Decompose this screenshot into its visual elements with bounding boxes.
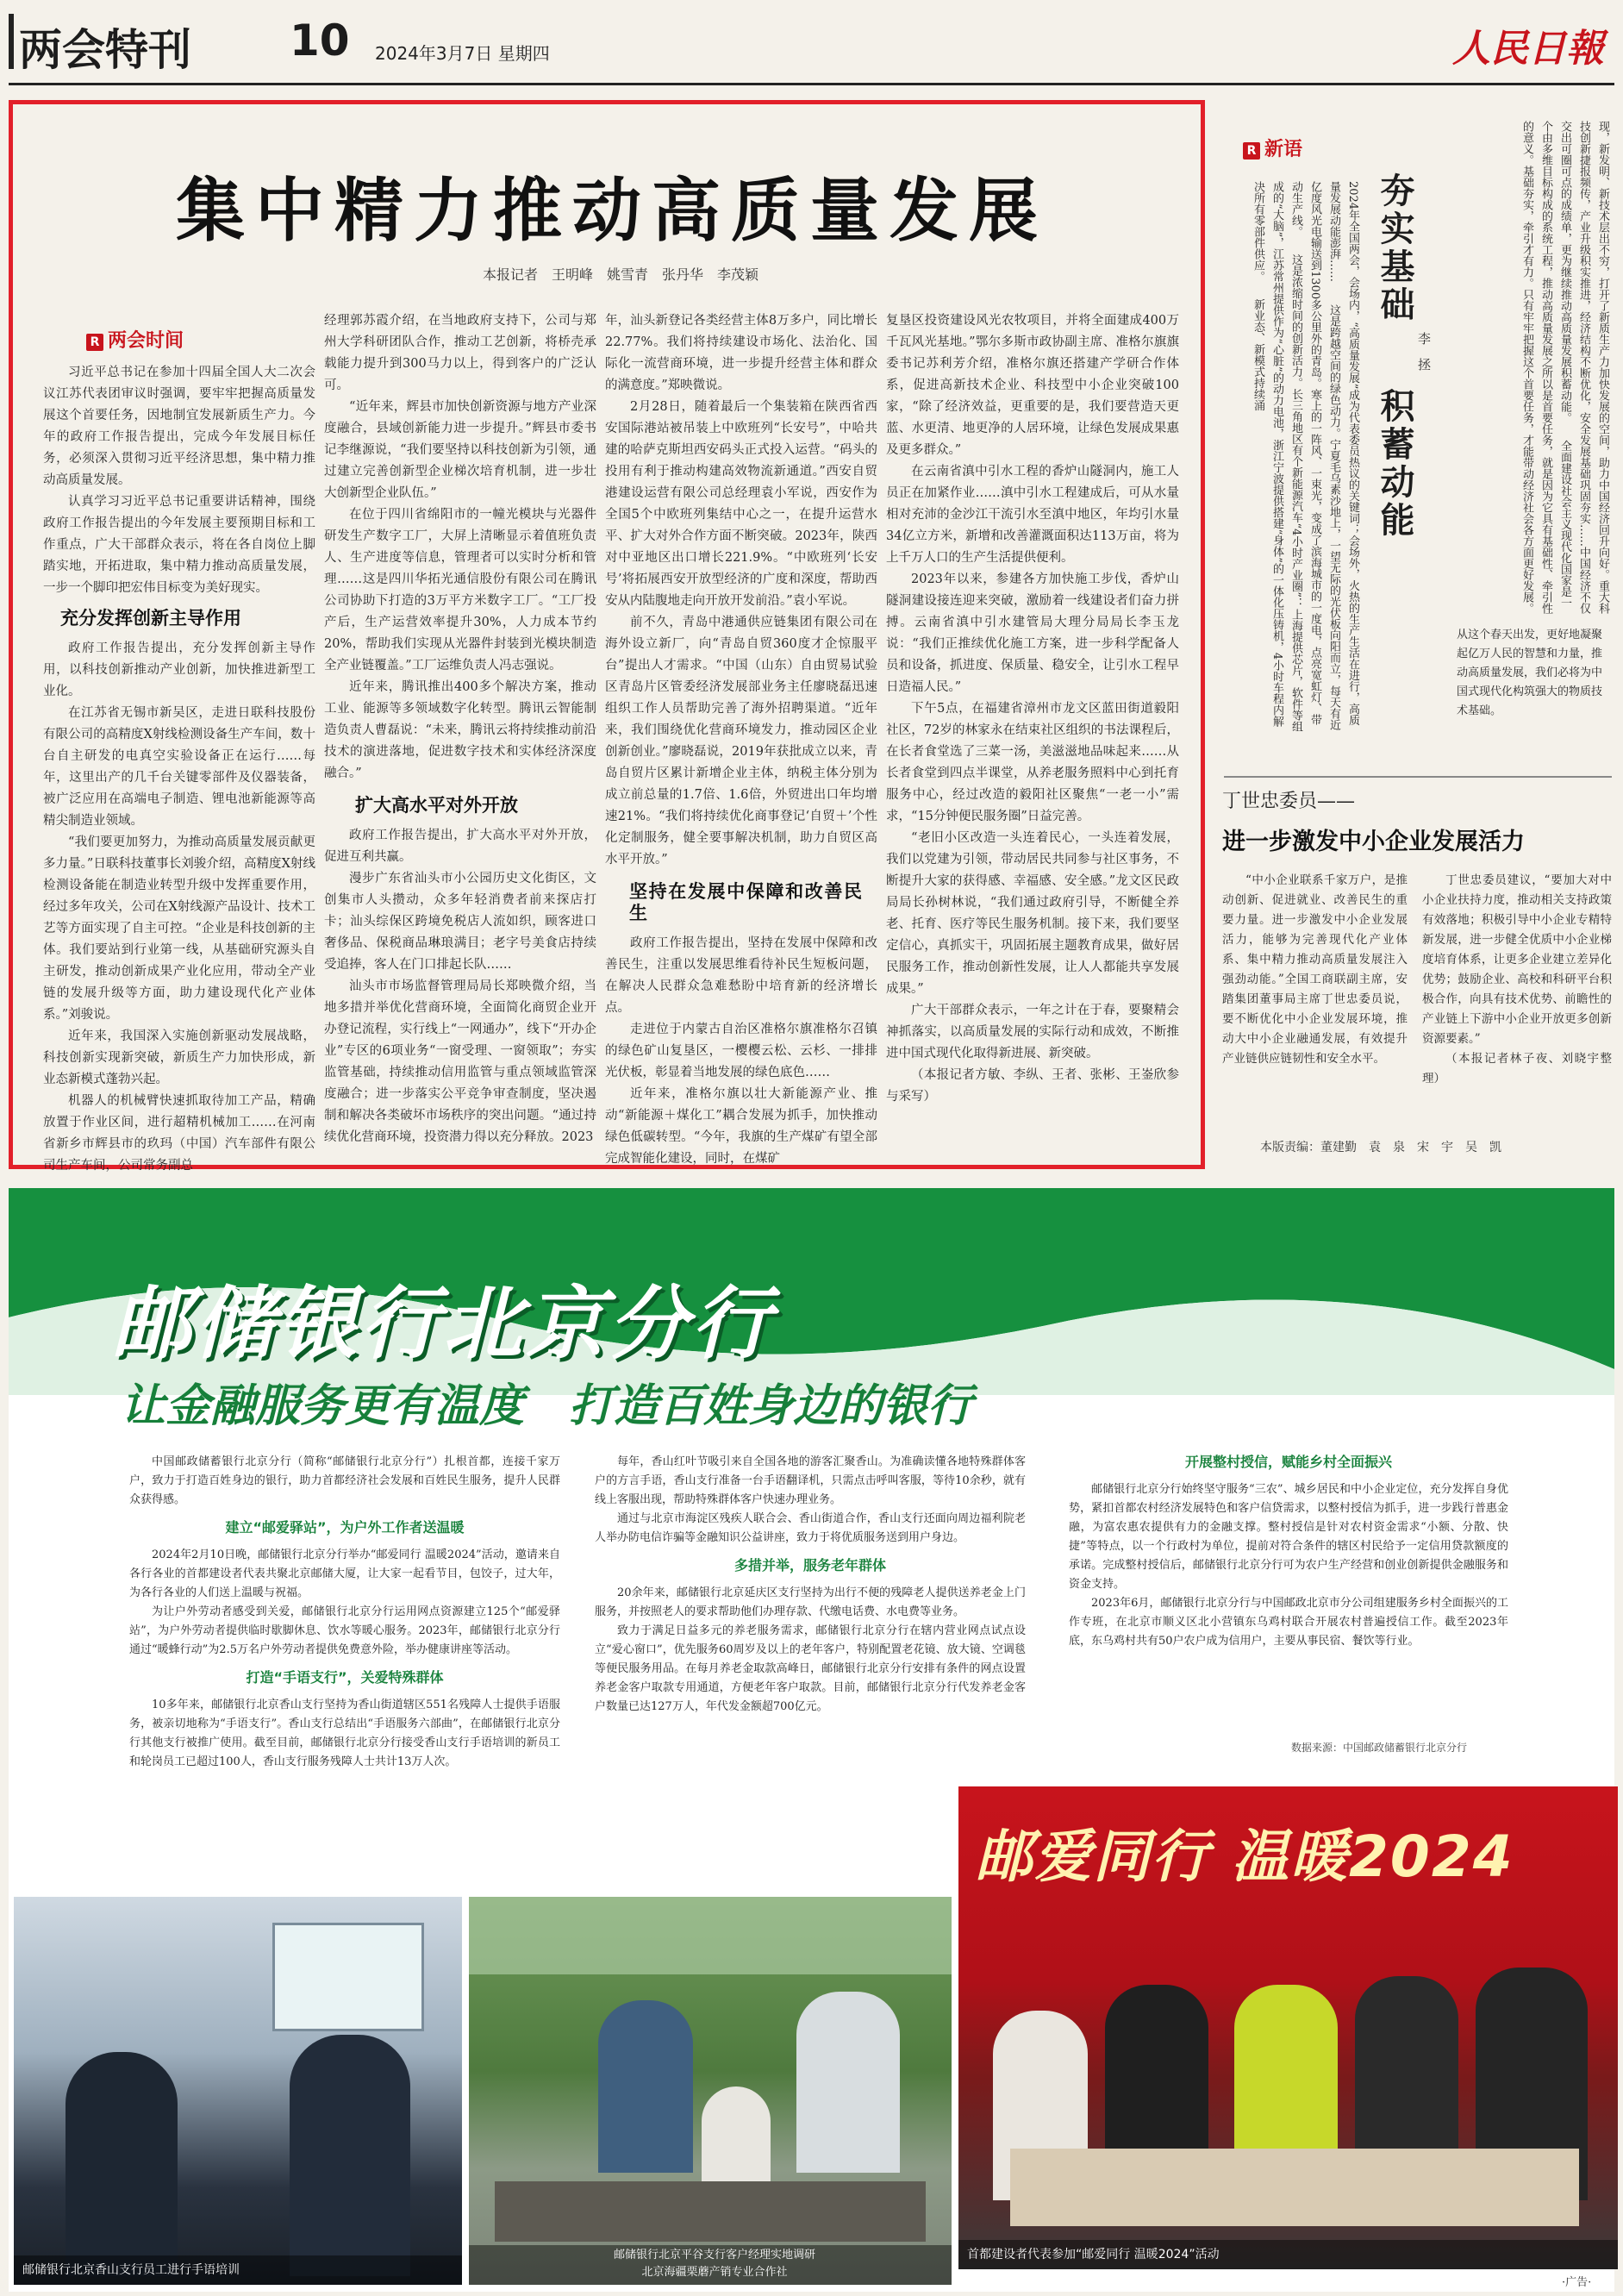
subheading: 扩大高水平对外开放	[355, 795, 518, 816]
main-column-3	[605, 310, 877, 1166]
commentary-body-right: 现，新发明、新技术层出不穷，打开了新质生产力加快发展的空间，助力中国经济回升向好。重大科技创新捷报频传，产业升级积实推进，经济结构不断优化，安全发展基础巩固夯实……中国经济不仅交出可圈可点的成绩单，更为继续推动高质量发展积蓄动能。 全面建设社会主义现代化国家是一个由多维目标构成的系统工程，推动高质量发展之所以是首要任务，就是因为它具有基础性、牵引性的意义。基础夯实，牵引才有力。只有牢牢把握这个首要任务，才能带动经济社会各方面更好发展。	[1520, 121, 1609, 614]
reporter-credit: （本报记者林子夜、刘晓宇整理）	[1422, 1052, 1612, 1085]
masthead	[0, 0, 1623, 86]
paragraph: 走进位于内蒙古自治区准格尔旗准格尔召镇的绿色矿山复垦区，一樱樱云松、云杉、一排排光伏板，彰显着当地发展的绿色底色……	[605, 1023, 877, 1079]
paragraph: 在江苏省无锡市新吴区，走进日联科技股份有限公司的高精度X射线检测设备生产车间，数十台自主研发的电真空实验设备正在运行……每年，这里出产的几千台关键零部件及仪器装备，被广泛应用在高端电子制造、锂电池新能源等高精尖制造业领域。	[43, 706, 315, 828]
paragraph: 在位于四川省绵阳市的一幢光模块与光器件研发生产数字工厂，大屏上清晰显示着值班负责人、生产进度等信息，管理者可以实时分析和管理……这是四川华拓光通信股份有限公司在腾讯公司协助下打造的3万平方米数字工厂。“工厂投产后，生产运营效率提升30%，人力成本节约20%，帮助我们实现从光器件封装到光模块制造全产业链覆盖。”工厂运维负责人冯志强说。	[324, 508, 596, 673]
photo-caption	[469, 2245, 952, 2285]
paragraph: “我们要更加努力，为推动高质量发展贡献更多力量。”日联科技董事长刘骏介绍，高精度X射线检测设备能在制造业转型升级中发挥重要作用，经过多年攻关，公司在X射线源产品设计、技术工艺等方面实现了自主可控。“企业是科技创新的主体。我们要站到行业第一线，从基础研究源头自主研发，推动创新成果产业化应用，带动全产业链的发展升级等方面，助力建设现代化产业体系。”刘骏说。	[43, 835, 315, 1022]
ad-column-3	[1069, 1453, 1508, 1711]
paragraph: 致力于满足日益多元的养老服务需求，邮储银行北京分行在辖内营业网点试点设立“爱心窗口”，优先服务60周岁及以上的老年客户，特别配置老花镜、放大镜、空调毯等便民服务用品。在每月养老金取款高峰日，邮储银行北京分行安排有条件的网点设置养老金客户取款专用通道，方便老年客户取款。目前，邮储银行北京分行代发养老金客户数量已达127万人，年代发金额超700亿元。	[595, 1624, 1026, 1713]
tag-label: 两会时间	[108, 330, 184, 352]
photo-screen	[272, 1923, 424, 2031]
paragraph: 机器人的机械臂快速抓取待加工产品，精确放置于作业区间，进行超精机械加工……在河南省新乡市辉县市的玖玛（中国）汽车部件有限公司生产车间，公司常务副总	[43, 1094, 315, 1173]
newspaper-logo: 人民日報	[1452, 27, 1604, 71]
photo-caption: 首都建设者代表参加“邮爱同行 温暖2024”活动	[958, 2240, 1618, 2269]
main-column-1	[43, 362, 315, 1173]
paragraph: 漫步广东省汕头市小公园历史文化街区，文创集市人头攒动，众多年轻消费者前来探店打卡；汕头综保区跨境免税店人流如织，顾客进口奢侈品、保税商品琳琅满目；老字号美食店持续受追捧，客人在门口排起长队……	[324, 872, 596, 972]
paragraph: 10多年来，邮储银行北京香山支行坚持为香山街道辖区551名残障人士提供手语服务，被亲切地称为“手语支行”。香山支行总结出“手语服务六部曲”，在邮储银行北京分行其他支行被推广使用。截至目前，邮储银行北京分行接受香山支行手语培训的新员工和轮岗员工已超过100人，香山支行服务残障人士共计13万人次。	[129, 1699, 560, 1768]
photo-table	[495, 2181, 926, 2242]
photo-figure	[598, 2000, 693, 2173]
byline: 本报记者 王明峰 姚雪青 张丹华 李茂颖	[482, 266, 758, 283]
section-name: 两会特刊	[19, 25, 191, 75]
ad-subtitle: 让金融服务更有温度 打造百姓身边的银行	[121, 1379, 973, 1432]
paragraph: 年，汕头新登记各类经营主体8万多户，同比增长22.77%。我们将持续建设市场化、法治化、国际化一流营商环境，进一步提升经营主体和群众的满意度。”郑映微说。	[605, 314, 877, 392]
ad-subheading: 建立“邮爱驿站”，为户外工作者送温暖	[225, 1519, 465, 1536]
page-editors: 本版责编：董建勤 袁 泉 宋 宇 吴 凯	[1260, 1141, 1501, 1154]
event-banner-text: 邮爱同行 温暖2024	[976, 1824, 1514, 1890]
paragraph: “中小企业联系千家万户，是推动创新、促进就业、改善民生的重要力量。进一步激发中小企业发展活力，能够为完善现代化产业体系、集中精力推动高质量发展注入强劲动能。”全国工商联副主席，安踏集团董事局主席丁世忠委员说，要不断优化中小企业发展环境，推动大中小企业融通发展，有效提升产业链供应链韧性和安全水平。	[1222, 873, 1408, 1066]
page-number: 10	[290, 16, 350, 66]
ad-marker: ·广告·	[1562, 2276, 1592, 2289]
commentary-author: 李 拯	[1416, 332, 1432, 371]
paragraph: 2月28日，随着最后一个集装箱在陕西省西安国际港站被吊装上中欧班列“长安号”，中哈共建的哈萨克斯坦西安码头正式投入运营。“码头的投用有利于推动构建高效物流新通道。”西安自贸港建设运营有限公司总经理袁小军说，西安作为全国5个中欧班列集结中心之一，在提升运营水平、扩大对外合作方面不断突破。2023年，陕西对中亚地区出口增长221.9%。“中欧班列‘长安号’将拓展西安开放型经济的广度和深度，帮助西安从内陆腹地走向开放开发前沿。”袁小军说。	[605, 400, 877, 608]
paragraph: 近年来，我国深入实施创新驱动发展战略，科技创新实现新突破，新质生产力加快形成，新业态新模式蓬勃兴起。	[43, 1029, 315, 1086]
ad-column-1	[129, 1453, 560, 1892]
subheading: 坚持在发展中保障和改善民生	[629, 881, 862, 923]
photo-caption-line: 北京海疆栗蘑产销专业合作社	[641, 2266, 788, 2279]
subheading: 充分发挥创新主导作用	[60, 608, 241, 629]
section-tag-xinyu	[1243, 135, 1302, 161]
photo-field-research	[469, 1897, 952, 2285]
ad-data-source: 数据来源：中国邮政储蓄银行北京分行	[1291, 1742, 1468, 1754]
commentary-body-left: 2024年全国两会，会场内，“高质量发展”成为代表委员热议的关键词；会场外，火热的生产生活在进行，高质量发展动能澎湃…… 这是跨越空间的绿色动力。宁夏毛乌素沙地上，一望无际的光伏板向阳而立，每天有近亿度风光电输送到1300多公里外的青岛。寒上的一阵风、一束光，变成了滨海城市的一度电，点亮宽虹灯、带动生产线。 这是浓缩时间的创新活力。长三角地区有个新能源汽车“4小时产业圈”：上海提供芯片，软件等组成的“大脑”，江苏常州提供作为“心脏”的动力电池，浙江宁波提供搭建“身体”的一体化压铸机，4小时车程内解决所有零部件供应。 新业态、新模式持续涌	[1252, 181, 1359, 733]
photo-tent	[469, 1897, 952, 1974]
paragraph: 2023年以来，参建各方加快施工步伐，香炉山隧洞建设接连迎来突破，激励着一线建设者们奋力拼搏。云南省滇中引水建管局大理分局局长李玉龙说：“我们正推续优化施工方案，进一步科学配备人员和设备，抓进度、保质量、稳安全，让引水工程早日造福人民。”	[886, 572, 1179, 694]
paragraph: 通过与北京市海淀区残疾人联合会、香山街道合作，香山支行还面向周边福利院老人举办防电信诈骗等金融知识公益讲座，致力于将优质服务送到用户身边。	[595, 1512, 1026, 1544]
photo-figure	[702, 2086, 771, 2181]
paragraph: 政府工作报告提出，坚持在发展中保障和改善民生，注重以发展思维看待补民生短板问题，在解决人民群众急难愁盼中培育新的经济增长点。	[605, 936, 877, 1015]
paragraph: 每年，香山红叶节吸引来自全国各地的游客汇聚香山。为准确读懂各地特殊群体客户的方言手语，香山支行准备一台手语翻译机，只需点击呼叫客服，等待10余秒，就有线上客服出现，帮助特殊群体客户快速办理业务。	[595, 1455, 1026, 1506]
paragraph: 2023年6月，邮储银行北京分行与中国邮政北京市分公司组建服务乡村全面振兴的工作专班，在北京市顺义区北小营镇东乌鸡村联合开展农村普遍授信工作。截至2023年底，东乌鸡村共有50户农户成为信用户，主要从事民宿、餐饮等行业。	[1069, 1597, 1508, 1648]
ad-subheading: 打造“手语支行”，关爱特殊群体	[246, 1669, 444, 1686]
section-rule	[1224, 776, 1612, 778]
headline: 集中精力推动高质量发展	[176, 171, 1048, 251]
photo-figure	[290, 2035, 410, 2276]
r-logo-icon: R	[86, 334, 103, 351]
paragraph: 为让户外劳动者感受到关爱，邮储银行北京分行运用网点资源建立125个“邮爱驿站”，为户外劳动者提供临时歇脚休息、饮水等暖心服务。2023年，邮储银行北京分行通过“暖蜂行动”为2.5万名户外劳动者提供免费意外险，举办健康讲座等活动。	[129, 1605, 560, 1656]
photo-caption: 邮储银行北京香山支行员工进行手语培训	[14, 2255, 462, 2285]
paragraph: “老旧小区改造一头连着民心，一头连着发展，我们以党建为引领，带动居民共同参与社区事务，不断提升大家的获得感、幸福感、安全感。”龙文区民政局局长孙树林说，“我们通过政府引导，不断健全养老、托育、医疗等民生服务机制。接下来，我们要坚定信心，真抓实干，巩固拓展主题教育成果，做好居民服务工作，推动创新性发展，让人人都能共享发展成果。”	[886, 831, 1179, 996]
paragraph: 近年来，腾讯推出400多个解决方案，推动工业、能源等多领域数字化转型。腾讯云智能制造负责人曹磊说：“未来，腾讯云将持续推动前沿技术的演进落地，促进数字技术和实体经济深度融合。”	[324, 680, 596, 780]
main-column-2	[324, 310, 596, 1160]
speaker-name: 丁世忠委员——	[1222, 791, 1356, 812]
paragraph: 广大干部群众表示，一年之计在于春，要聚精会神抓落实，以高质量发展的实际行动和成效，不断推进中国式现代化取得新进展、新突破。	[886, 1004, 1179, 1060]
photo-caption-line: 邮储银行北京平谷支行客户经理实地调研	[613, 2249, 815, 2262]
paragraph: 前不久，青岛中港通供应链集团有限公司在海外设立新厂，向“青岛自贸360度才企惊服平台”提出人才需求。“中国（山东）自由贸易试验区青岛片区管委经济发展部业务主任廖晓磊迅速组织工作人员帮助完善了海外招聘渠道。“近年来，我们围绕优化营商环境发力，推动园区企业创新创业。”廖晓磊说，2019年获批成立以来，青岛自贸片区累计新增企业主体，纳税主体分别为成立前总量的1.7倍、1.6倍，外贸进出口年均增速21%。“我们将持续优化商事登记‘自贸＋’个性化定制服务，健全要事解决机制，助力自贸区高水平开放。”	[605, 616, 877, 866]
photo-table	[1010, 2149, 1579, 2226]
paragraph: 在云南省滇中引水工程的香炉山隧洞内，施工人员正在加紧作业……滇中引水工程建成后，可从水量相对充沛的金沙江干流引水至滇中地区，年均引水量34亿立方米，新增和改善灌溉面积达113万亩，将为上千万人口的生产生活提供便利。	[886, 465, 1179, 565]
photo-new-year-event	[958, 1786, 1618, 2269]
tag-label: 新语	[1264, 139, 1303, 160]
main-column-4	[886, 310, 1179, 1160]
paragraph: 丁世忠委员建议，“要加大对中小企业扶持力度，推动相关支持政策有效落地；积极引导中小企业专精特新发展，进一步健全优质中小企业梯度培育体系，让更多企业建立差异化优势；鼓励企业、高校和科研平台积极合作，向具有技术优势、前瞻性的产业链上下游中小企业开放更多创新资源要素。”	[1422, 873, 1612, 1046]
masthead-rule	[9, 83, 1614, 85]
paragraph: 近年来，准格尔旗以壮大新能源产业、推动“新能源＋煤化工”耦合发展为抓手，加快推动绿色低碳转型。“今年，我旗的生产煤矿有望全部完成智能化建设，同时，在煤矿	[605, 1087, 877, 1166]
commentary-body-bottom: 从这个春天出发，更好地凝聚起亿万人民的智慧和力量，推动高质量发展，我们必将为中国式现代化构筑强大的物质技术基础。	[1457, 629, 1603, 717]
paragraph: 习近平总书记在参加十四届全国人大二次会议江苏代表团审议时强调，要牢牢把握高质量发展这个首要任务，因地制宜发展新质生产力。今年的政府工作报告提出，完成今年发展目标任务，必须深入贯彻习近平经济思想，集中精力推动高质量发展。	[43, 366, 315, 487]
ad-subheading: 多措并举，服务老年群体	[733, 1557, 886, 1573]
commentary-title-a: 夯实基础	[1375, 172, 1414, 324]
photo-figure	[796, 1992, 900, 2173]
paragraph: 20余年来，邮储银行北京延庆区支行坚持为出行不便的残障老人提供送养老金上门服务，并按照老人的要求帮助他们办理存款、代缴电话费、水电费等业务。	[595, 1586, 1026, 1618]
paragraph: 汕头市市场监督管理局局长郑映微介绍，当地多措并举优化营商环境，全面简化商贸企业开办登记流程，实行线上“一网通办”，线下“开办企业”专区的6项业务“一窗受理、一窗领取”；夯实监管基础，持续推动信用监管与重点领域监管深度融合；进一步落实公平竞争审查制度，坚决遏制和解决各类破坏市场秩序的突出问题。“通过持续优化营商环境，投资潜力得以充分释放。2023	[324, 979, 596, 1144]
ad-title: 邮储银行北京分行	[112, 1278, 775, 1370]
interview-title: 进一步激发中小企业发展活力	[1222, 829, 1525, 855]
paragraph: 政府工作报告提出，充分发挥创新主导作用，以科技创新推动产业创新，加快推进新型工业化。	[43, 641, 315, 698]
paragraph: 下午5点，在福建省漳州市龙文区蓝田街道毅阳社区，72岁的林家永在结束社区组织的书法课程后，在长者食堂选了三菜一汤，美滋滋地品味起来……从长者食堂到四点半课堂，从养老服务照料中心到托育服务中心，经过改造的毅阳社区聚焦“一老一小”需求，“15分钟便民服务圈”日益完善。	[886, 702, 1179, 823]
paragraph: 认真学习习近平总书记重要讲话精神，围绕政府工作报告提出的今年发展主要预期目标和工作重点，广大干部群众表示，将在各自岗位上脚踏实地，开拓进取，集中精力推动高质量发展，一步一个脚印把宏伟目标变为美好现实。	[43, 495, 315, 595]
masthead-bracket	[9, 14, 14, 69]
paragraph: 政府工作报告提出，扩大高水平对外开放，促进互利共赢。	[324, 829, 596, 864]
paragraph: 经理郭苏霞介绍，在当地政府支持下，公司与郑州大学科研团队合作，推动工艺创新，将桥壳承载能力提升到300马力以上，得到客户的广泛认可。	[324, 314, 596, 392]
photo-figure	[66, 2052, 178, 2276]
interview-column-2	[1422, 871, 1612, 1121]
interview-column-1	[1222, 871, 1408, 1121]
issue-date: 2024年3月7日 星期四	[375, 43, 550, 64]
paragraph: 2024年2月10日晚，邮储银行北京分行举办“邮爱同行 温暖2024”活动，邀请来自各行各业的首都建设者代表共聚北京邮储大厦，让大家一起看节目，包饺子，过大年，为各行各业的人们送上温暖与祝福。	[129, 1548, 560, 1599]
r-logo-icon: R	[1243, 142, 1260, 160]
reporter-credit: （本报记者方敏、李纵、王者、张彬、王崟欣参与采写）	[886, 1068, 1179, 1104]
paragraph: 复垦区投资建设风光农牧项目，并将全面建成400万千瓦风光基地。”鄂尔多斯市政协副主席、准格尔旗旗委书记苏利芳介绍，准格尔旗还搭建产学研合作体系，促进高新技术企业、科技型中小企业突破100家，“除了经济效益，更重要的是，我们要营造天更蓝、水更清、地更净的人居环境，让绿色发展成果惠及更多群众。”	[886, 314, 1179, 457]
ad-subheading: 开展整村授信，赋能乡村全面振兴	[1184, 1454, 1392, 1470]
paragraph: “近年来，辉县市加快创新资源与地方产业深度融合，县域创新能力进一步提升。”辉县市委书记李继源说，“我们要坚持以科技创新为引领，通过建立完善创新型企业梯次培育机制，进一步壮大创新型企业队伍。”	[324, 400, 596, 500]
photo-sign-language-training	[14, 1897, 462, 2285]
paragraph: 中国邮政储蓄银行北京分行（简称“邮储银行北京分行”）扎根首都，连接千家万户，致力于打造百姓身边的银行，助力首都经济社会发展和百姓民生服务，提升人民群众获得感。	[129, 1455, 560, 1506]
commentary-title-b: 积蓄动能	[1375, 388, 1414, 540]
section-tag-lianghui	[86, 326, 184, 353]
paragraph: 邮储银行北京分行始终坚守服务“三农”、城乡居民和中小企业定位，充分发挥自身优势，紧扣首都农村经济发展特色和客户信贷需求，以整村授信为抓手，进一步践行普惠金融，为富农惠农提供有力的金融支撑。整村授信是针对农村资金需求“小额、分散、快捷”等特点，以一个行政村为单位，提前对符合条件的辖区村民给予一定信用贷款额度的承诺。完成整村授信后，邮储银行北京分行可为农户生产经营和创业创新提供金融服务和资金支持。	[1069, 1483, 1508, 1591]
